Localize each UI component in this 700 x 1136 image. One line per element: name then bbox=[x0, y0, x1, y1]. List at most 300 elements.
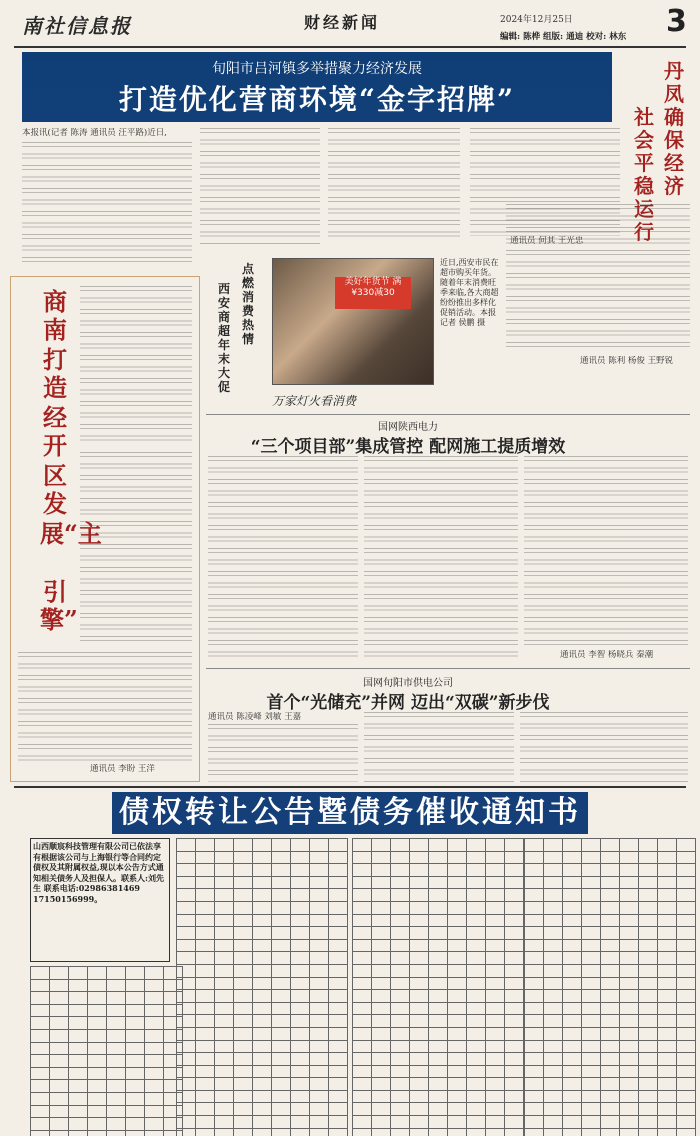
table-cell bbox=[658, 1002, 677, 1015]
table-cell bbox=[525, 876, 544, 889]
table-cell bbox=[563, 1078, 582, 1091]
table-cell bbox=[448, 977, 467, 990]
table-row bbox=[525, 964, 696, 977]
table-cell bbox=[391, 839, 410, 852]
table-cell bbox=[253, 914, 272, 927]
table-cell bbox=[448, 1002, 467, 1015]
table-cell bbox=[391, 1128, 410, 1136]
table-cell bbox=[196, 927, 215, 940]
headline-col: 商南 bbox=[43, 287, 67, 344]
table-cell bbox=[525, 851, 544, 864]
table-cell bbox=[544, 1015, 563, 1028]
table-cell bbox=[234, 864, 253, 877]
table-cell bbox=[353, 851, 372, 864]
text-column bbox=[524, 456, 688, 646]
table-cell bbox=[272, 876, 291, 889]
table-row bbox=[353, 1027, 524, 1040]
table-cell bbox=[177, 839, 196, 852]
table-cell bbox=[582, 839, 601, 852]
table-row bbox=[525, 1103, 696, 1116]
table-cell bbox=[253, 964, 272, 977]
table-cell bbox=[291, 927, 310, 940]
table-cell bbox=[50, 1055, 69, 1068]
table-cell bbox=[486, 1116, 505, 1129]
table-row bbox=[177, 1065, 348, 1078]
table-cell bbox=[50, 967, 69, 980]
table-cell bbox=[620, 1015, 639, 1028]
table-cell bbox=[253, 1002, 272, 1015]
table-cell bbox=[467, 1053, 486, 1066]
table-cell bbox=[467, 1002, 486, 1015]
table-cell bbox=[215, 927, 234, 940]
table-cell bbox=[253, 1027, 272, 1040]
table-cell bbox=[196, 839, 215, 852]
table-cell bbox=[234, 977, 253, 990]
table-cell bbox=[582, 939, 601, 952]
table-cell bbox=[177, 939, 196, 952]
table-cell bbox=[372, 1015, 391, 1028]
table-row bbox=[353, 1078, 524, 1091]
table-cell bbox=[467, 914, 486, 927]
table-cell bbox=[620, 1116, 639, 1129]
table-cell bbox=[310, 952, 329, 965]
table-cell bbox=[69, 1118, 88, 1131]
table-row bbox=[525, 1027, 696, 1040]
table-cell bbox=[310, 914, 329, 927]
table-cell bbox=[329, 864, 348, 877]
table-cell bbox=[107, 1004, 126, 1017]
table-cell bbox=[658, 1078, 677, 1091]
headline-col: 运行 bbox=[634, 197, 654, 244]
table-cell bbox=[234, 914, 253, 927]
table-row bbox=[525, 927, 696, 940]
table-cell bbox=[391, 1116, 410, 1129]
table-cell bbox=[582, 914, 601, 927]
table-cell bbox=[601, 977, 620, 990]
table-cell bbox=[391, 952, 410, 965]
table-cell bbox=[525, 990, 544, 1003]
table-cell bbox=[601, 964, 620, 977]
table-cell bbox=[486, 839, 505, 852]
table-cell bbox=[196, 990, 215, 1003]
table-cell bbox=[563, 1040, 582, 1053]
table-cell bbox=[601, 876, 620, 889]
poem-line-1: 点燃消费热情 bbox=[241, 262, 254, 346]
story3-title: 首个“光储充”并网 迈出“双碳”新步伐 bbox=[266, 693, 550, 713]
table-cell bbox=[563, 952, 582, 965]
table-cell bbox=[544, 889, 563, 902]
table-cell bbox=[639, 952, 658, 965]
poem-line-2: 西安商超年末大促 bbox=[217, 282, 230, 394]
table-cell bbox=[563, 1027, 582, 1040]
table-cell bbox=[639, 927, 658, 940]
table-row bbox=[353, 1065, 524, 1078]
table-cell bbox=[353, 990, 372, 1003]
table-cell bbox=[272, 927, 291, 940]
notice-intro-box: 山西顺宸科技管理有限公司已依法享有根据该公司与上海银行等合同约定债权及其附属权益,现以本公告方式通知相关债务人及担保人。联系人:刘先生 联系电话:02986381469 17150156999。 bbox=[30, 838, 170, 962]
table-cell bbox=[544, 1103, 563, 1116]
table-cell bbox=[429, 876, 448, 889]
masthead bbox=[0, 0, 700, 50]
table-row bbox=[177, 990, 348, 1003]
table-cell bbox=[310, 1040, 329, 1053]
table-cell bbox=[620, 876, 639, 889]
table-cell bbox=[272, 1027, 291, 1040]
table-cell bbox=[196, 939, 215, 952]
table-cell bbox=[177, 1090, 196, 1103]
table-cell bbox=[126, 1029, 145, 1042]
table-cell bbox=[505, 864, 524, 877]
table-cell bbox=[620, 1103, 639, 1116]
table-cell bbox=[69, 1004, 88, 1017]
table-cell bbox=[639, 1027, 658, 1040]
table-cell bbox=[291, 839, 310, 852]
table-cell bbox=[50, 1029, 69, 1042]
table-row bbox=[525, 952, 696, 965]
table-cell bbox=[196, 1002, 215, 1015]
table-cell bbox=[329, 876, 348, 889]
table-cell bbox=[310, 927, 329, 940]
table-cell bbox=[177, 927, 196, 940]
table-cell bbox=[601, 1027, 620, 1040]
table-cell bbox=[677, 851, 696, 864]
table-cell bbox=[177, 889, 196, 902]
table-cell bbox=[310, 1116, 329, 1129]
table-row bbox=[525, 1040, 696, 1053]
table-cell bbox=[291, 977, 310, 990]
table-cell bbox=[196, 1116, 215, 1129]
table-cell bbox=[291, 1116, 310, 1129]
table-cell bbox=[639, 914, 658, 927]
table-cell bbox=[486, 1078, 505, 1091]
table-cell bbox=[329, 1078, 348, 1091]
table-cell bbox=[639, 1040, 658, 1053]
table-row bbox=[177, 1053, 348, 1066]
column-stamp: 万家灯火看消费 bbox=[272, 394, 357, 408]
table-row bbox=[177, 927, 348, 940]
table-cell bbox=[253, 1078, 272, 1091]
table-cell bbox=[253, 952, 272, 965]
table-row bbox=[525, 914, 696, 927]
lead-credit: 通讯员 何其 王光忠 bbox=[510, 236, 584, 246]
table-cell bbox=[31, 1080, 50, 1093]
table-cell bbox=[448, 1128, 467, 1136]
table-row bbox=[31, 992, 183, 1005]
table-cell bbox=[196, 901, 215, 914]
headline-col: 平稳 bbox=[634, 151, 654, 198]
table-cell bbox=[31, 992, 50, 1005]
table-cell bbox=[410, 1128, 429, 1136]
table-cell bbox=[639, 1015, 658, 1028]
table-cell bbox=[467, 952, 486, 965]
table-cell bbox=[88, 1055, 107, 1068]
table-cell bbox=[372, 1040, 391, 1053]
table-cell bbox=[544, 839, 563, 852]
table-cell bbox=[677, 1015, 696, 1028]
table-cell bbox=[253, 1040, 272, 1053]
table-cell bbox=[145, 1029, 164, 1042]
table-cell bbox=[291, 876, 310, 889]
table-cell bbox=[544, 901, 563, 914]
table-cell bbox=[126, 1092, 145, 1105]
table-cell bbox=[658, 914, 677, 927]
table-cell bbox=[50, 1130, 69, 1136]
table-cell bbox=[544, 964, 563, 977]
table-cell bbox=[88, 1092, 107, 1105]
table-row bbox=[31, 1004, 183, 1017]
table-cell bbox=[177, 990, 196, 1003]
table-cell bbox=[291, 952, 310, 965]
table-cell bbox=[391, 939, 410, 952]
table-cell bbox=[177, 1103, 196, 1116]
table-row bbox=[353, 1002, 524, 1015]
table-cell bbox=[601, 1053, 620, 1066]
table-row bbox=[177, 1128, 348, 1136]
table-cell bbox=[429, 839, 448, 852]
table-cell bbox=[69, 979, 88, 992]
table-cell bbox=[353, 864, 372, 877]
table-cell bbox=[126, 1105, 145, 1118]
table-cell bbox=[272, 1078, 291, 1091]
table-cell bbox=[391, 914, 410, 927]
table-cell bbox=[448, 1078, 467, 1091]
table-cell bbox=[372, 977, 391, 990]
table-cell bbox=[582, 1065, 601, 1078]
table-cell bbox=[353, 876, 372, 889]
table-cell bbox=[544, 1053, 563, 1066]
table-cell bbox=[525, 901, 544, 914]
table-cell bbox=[677, 901, 696, 914]
table-cell bbox=[310, 1002, 329, 1015]
table-cell bbox=[544, 990, 563, 1003]
table-row bbox=[353, 990, 524, 1003]
table-cell bbox=[353, 1040, 372, 1053]
table-cell bbox=[353, 914, 372, 927]
table-cell bbox=[372, 927, 391, 940]
table-cell bbox=[505, 889, 524, 902]
headline-col: 丹凤 bbox=[664, 59, 684, 106]
table-cell bbox=[372, 1090, 391, 1103]
table-cell bbox=[467, 1040, 486, 1053]
table-row bbox=[353, 1116, 524, 1129]
table-cell bbox=[505, 1103, 524, 1116]
table-cell bbox=[410, 1027, 429, 1040]
table-cell bbox=[234, 990, 253, 1003]
table-cell bbox=[253, 939, 272, 952]
text-column bbox=[80, 452, 192, 644]
table-cell bbox=[505, 927, 524, 940]
table-cell bbox=[563, 901, 582, 914]
table-cell bbox=[69, 1042, 88, 1055]
table-row bbox=[525, 876, 696, 889]
table-cell bbox=[658, 927, 677, 940]
table-cell bbox=[563, 1002, 582, 1015]
table-cell bbox=[215, 876, 234, 889]
table-cell bbox=[429, 1027, 448, 1040]
table-cell bbox=[107, 1067, 126, 1080]
table-cell bbox=[145, 967, 164, 980]
table-cell bbox=[272, 914, 291, 927]
divider bbox=[206, 668, 690, 669]
table-cell bbox=[234, 964, 253, 977]
table-cell bbox=[677, 1065, 696, 1078]
table-cell bbox=[329, 1128, 348, 1136]
table-cell bbox=[353, 964, 372, 977]
right-credit: 通讯员 陈利 杨俊 王野锐 bbox=[580, 356, 674, 366]
table-cell bbox=[467, 1128, 486, 1136]
table-cell bbox=[620, 977, 639, 990]
table-cell bbox=[353, 1090, 372, 1103]
table-cell bbox=[467, 1027, 486, 1040]
table-cell bbox=[563, 977, 582, 990]
table-cell bbox=[658, 1103, 677, 1116]
table-cell bbox=[272, 964, 291, 977]
table-cell bbox=[677, 1078, 696, 1091]
table-cell bbox=[410, 1103, 429, 1116]
left-credit: 通讯员 李盼 王洋 bbox=[90, 764, 155, 774]
table-cell bbox=[372, 952, 391, 965]
table-cell bbox=[429, 927, 448, 940]
table-cell bbox=[177, 977, 196, 990]
table-row bbox=[177, 876, 348, 889]
table-cell bbox=[563, 864, 582, 877]
table-cell bbox=[544, 939, 563, 952]
table-cell bbox=[601, 1116, 620, 1129]
table-cell bbox=[582, 901, 601, 914]
table-cell bbox=[215, 1090, 234, 1103]
table-cell bbox=[658, 889, 677, 902]
table-cell bbox=[177, 1065, 196, 1078]
table-row bbox=[525, 1065, 696, 1078]
table-cell bbox=[658, 1027, 677, 1040]
table-cell bbox=[563, 876, 582, 889]
table-cell bbox=[272, 1090, 291, 1103]
newspaper-logo: 南社信息报 bbox=[22, 14, 132, 38]
table-cell bbox=[601, 864, 620, 877]
table-cell bbox=[88, 967, 107, 980]
table-cell bbox=[145, 1118, 164, 1131]
table-cell bbox=[620, 914, 639, 927]
table-cell bbox=[620, 851, 639, 864]
table-cell bbox=[410, 927, 429, 940]
table-cell bbox=[88, 992, 107, 1005]
table-cell bbox=[177, 851, 196, 864]
table-cell bbox=[272, 1015, 291, 1028]
table-cell bbox=[196, 1078, 215, 1091]
table-cell bbox=[486, 1053, 505, 1066]
table-cell bbox=[329, 1015, 348, 1028]
table-cell bbox=[448, 839, 467, 852]
table-cell bbox=[353, 952, 372, 965]
table-cell bbox=[253, 889, 272, 902]
table-cell bbox=[272, 864, 291, 877]
table-cell bbox=[582, 1040, 601, 1053]
table-cell bbox=[410, 876, 429, 889]
table-cell bbox=[544, 1065, 563, 1078]
table-cell bbox=[88, 1042, 107, 1055]
table-cell bbox=[145, 1055, 164, 1068]
table-cell bbox=[310, 1027, 329, 1040]
table-cell bbox=[88, 979, 107, 992]
table-cell bbox=[372, 939, 391, 952]
table-cell bbox=[429, 1090, 448, 1103]
table-cell bbox=[486, 1103, 505, 1116]
table-cell bbox=[353, 1128, 372, 1136]
story2-kicker: 国网陕西电力 bbox=[378, 422, 438, 433]
table-cell bbox=[582, 1027, 601, 1040]
table-cell bbox=[177, 1116, 196, 1129]
table-cell bbox=[329, 952, 348, 965]
table-cell bbox=[177, 1015, 196, 1028]
table-cell bbox=[372, 964, 391, 977]
table-cell bbox=[505, 1078, 524, 1091]
table-row bbox=[525, 1015, 696, 1028]
table-cell bbox=[234, 952, 253, 965]
table-cell bbox=[391, 1090, 410, 1103]
table-cell bbox=[486, 851, 505, 864]
table-cell bbox=[505, 1065, 524, 1078]
table-cell bbox=[639, 901, 658, 914]
table-cell bbox=[234, 1027, 253, 1040]
table-cell bbox=[429, 977, 448, 990]
table-cell bbox=[486, 889, 505, 902]
table-cell bbox=[145, 1017, 164, 1030]
table-cell bbox=[525, 1090, 544, 1103]
table-cell bbox=[215, 1002, 234, 1015]
table-cell bbox=[234, 1116, 253, 1129]
table-cell bbox=[582, 1116, 601, 1129]
table-cell bbox=[126, 1004, 145, 1017]
table-cell bbox=[677, 914, 696, 927]
table-cell bbox=[429, 1053, 448, 1066]
table-cell bbox=[601, 851, 620, 864]
table-cell bbox=[107, 1118, 126, 1131]
table-cell bbox=[677, 889, 696, 902]
table-row bbox=[525, 1128, 696, 1136]
table-cell bbox=[639, 977, 658, 990]
table-cell bbox=[467, 839, 486, 852]
notice-title: 债权转让公告暨债务催收通知书 bbox=[112, 792, 588, 834]
table-cell bbox=[658, 1053, 677, 1066]
table-cell bbox=[31, 1055, 50, 1068]
table-cell bbox=[582, 990, 601, 1003]
table-cell bbox=[525, 964, 544, 977]
table-row bbox=[525, 864, 696, 877]
table-cell bbox=[272, 990, 291, 1003]
table-cell bbox=[410, 1078, 429, 1091]
table-cell bbox=[391, 1015, 410, 1028]
table-row bbox=[31, 1080, 183, 1093]
table-cell bbox=[353, 1116, 372, 1129]
table-cell bbox=[505, 1002, 524, 1015]
table-row bbox=[177, 964, 348, 977]
text-column bbox=[364, 456, 518, 662]
table-cell bbox=[601, 1065, 620, 1078]
table-cell bbox=[410, 1090, 429, 1103]
table-cell bbox=[234, 1078, 253, 1091]
table-cell bbox=[196, 864, 215, 877]
table-row bbox=[31, 1067, 183, 1080]
table-cell bbox=[253, 851, 272, 864]
table-cell bbox=[525, 1053, 544, 1066]
table-cell bbox=[601, 889, 620, 902]
table-cell bbox=[310, 964, 329, 977]
table-cell bbox=[107, 1105, 126, 1118]
table-cell bbox=[658, 1015, 677, 1028]
table-cell bbox=[215, 1128, 234, 1136]
headline-col: 区发 bbox=[43, 461, 67, 518]
text-column bbox=[328, 128, 460, 238]
